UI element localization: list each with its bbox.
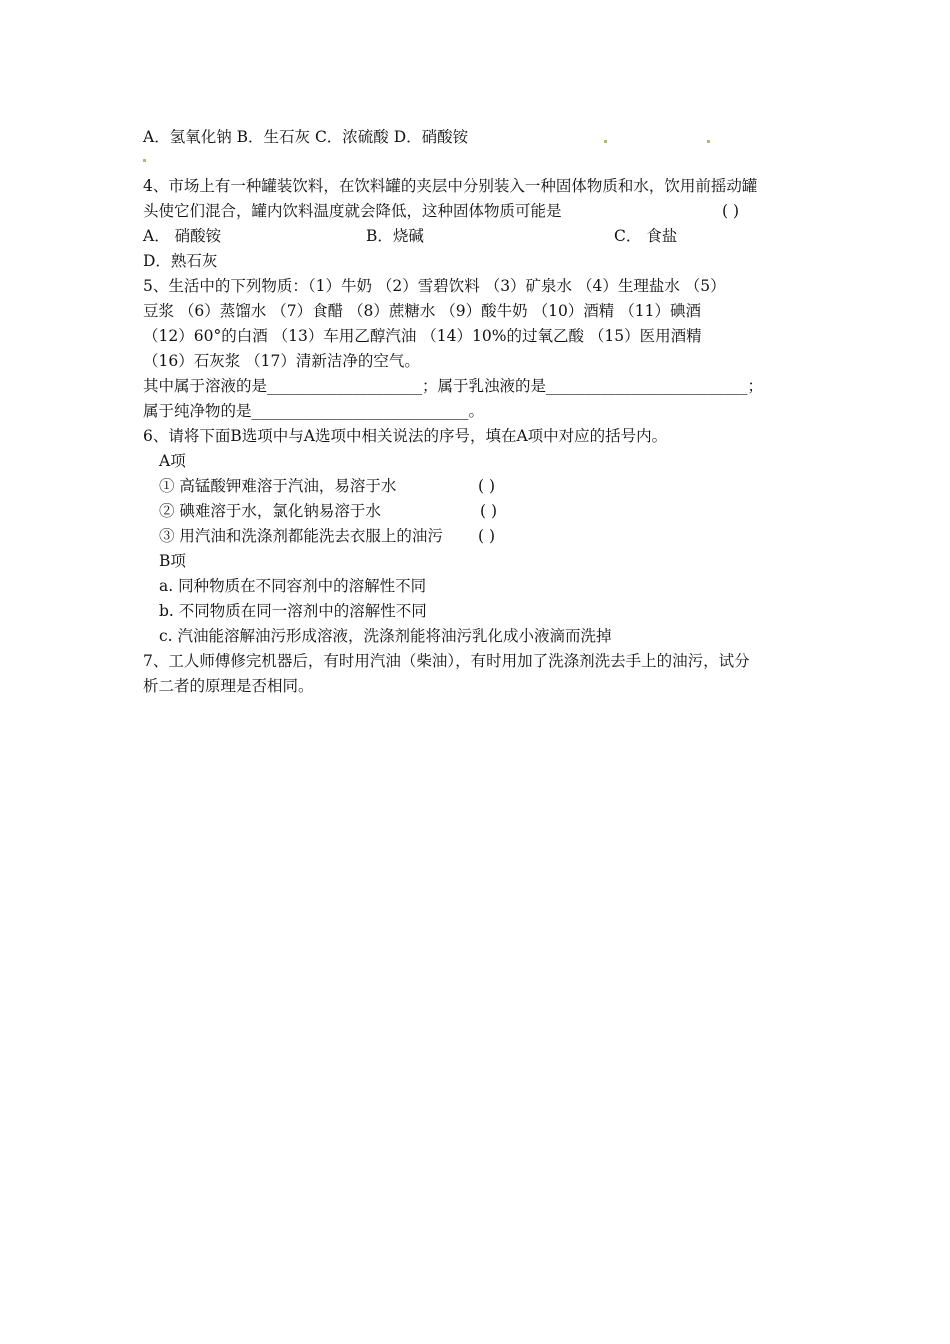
- q4-option-b: B．烧碱: [366, 227, 424, 245]
- q6-b-item: c. 汽油能溶解油污形成溶液，洗涤剂能将油污乳化成小液滴而洗掉: [159, 627, 612, 645]
- q6-a-item: ③ 用汽油和洗涤剂都能洗去衣服上的油污: [159, 527, 443, 545]
- q6-a-heading: A项: [159, 452, 186, 470]
- scan-speck: [604, 140, 607, 143]
- q6-a-item: ② 碘难溶于水，氯化钠易溶于水: [159, 502, 381, 520]
- q6-a-item: ① 高锰酸钾难溶于汽油，易溶于水: [159, 477, 397, 495]
- q6-a-paren: ( ): [478, 477, 496, 495]
- q3-options: A．氢氧化钠 B．生石灰 C．浓硫酸 D．硝酸铵: [143, 128, 469, 146]
- q5-line4: （16）石灰浆 （17）清新洁净的空气。: [143, 352, 420, 370]
- q7-line2: 析二者的原理是否相同。: [143, 677, 314, 695]
- q7-line1: 7、工人师傅修完机器后，有时用汽油（柴油），有时用加了洗涤剂洗去手上的油污，试分: [143, 652, 750, 670]
- q5-line2: 豆浆 （6）蒸馏水 （7）食醋 （8）蔗糖水 （9）酸牛奶 （10）酒精 （11）碘酒: [143, 302, 701, 320]
- q4-option-d: D．熟石灰: [143, 252, 218, 270]
- q4-line2: 头使它们混合，罐内饮料温度就会降低，这种固体物质可能是: [143, 202, 562, 220]
- q6-a-paren: ( ): [480, 502, 498, 520]
- q5-line3: （12）60°的白酒 （13）车用乙醇汽油 （14）10%的过氧乙酸 （15）医用酒精: [143, 327, 702, 345]
- q5-solution-blanks: 其中属于溶液的是____________________；属于乳浊液的是__________________________；: [143, 377, 764, 395]
- q4-option-a: A． 硝酸铵: [143, 227, 222, 245]
- q4-answer-paren: ( ): [722, 202, 740, 220]
- q6-b-heading: B项: [159, 552, 186, 570]
- q6-b-item: b. 不同物质在同一溶剂中的溶解性不同: [159, 602, 427, 620]
- q5-line1: 5、生活中的下列物质：（1）牛奶 （2）雪碧饮料 （3）矿泉水 （4）生理盐水 （5）: [143, 277, 726, 295]
- q5-pure-substance-blank: 属于纯净物的是____________________________。: [143, 402, 485, 420]
- q6-intro: 6、请将下面B选项中与A选项中相关说法的序号，填在A项中对应的括号内。: [143, 427, 668, 445]
- q4-line1: 4、市场上有一种罐装饮料，在饮料罐的夹层中分别装入一种固体物质和水，饮用前摇动罐: [143, 177, 758, 195]
- q4-option-c: C． 食盐: [614, 227, 678, 245]
- q6-b-item: a. 同种物质在不同容剂中的溶解性不同: [159, 577, 427, 595]
- scan-speck: [143, 159, 146, 162]
- q6-a-paren: ( ): [478, 527, 496, 545]
- scan-speck: [707, 140, 710, 143]
